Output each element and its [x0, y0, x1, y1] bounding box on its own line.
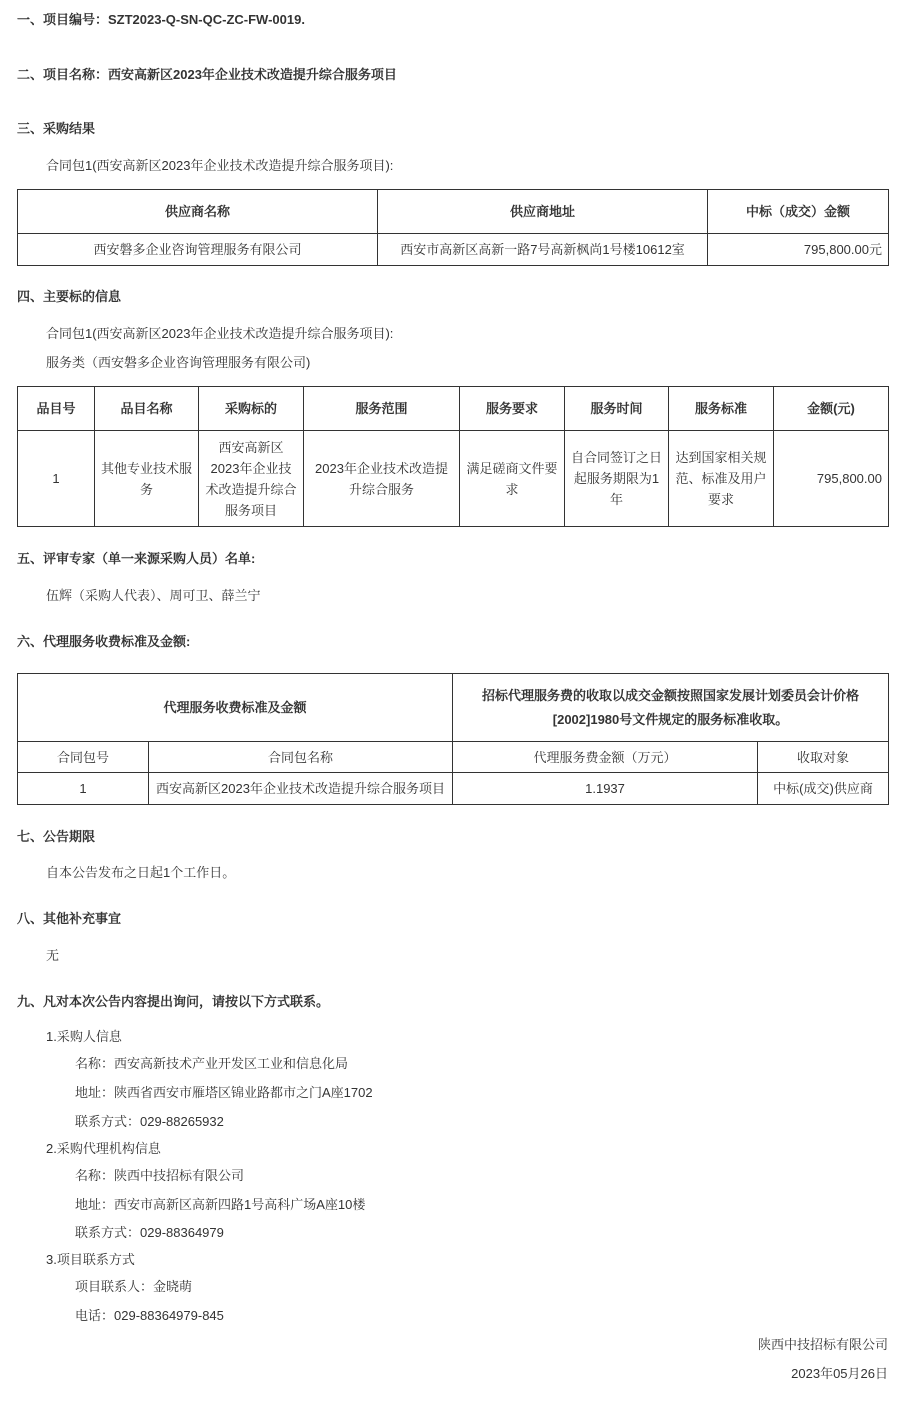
- table-row: [18, 431, 889, 527]
- agency-info-heading: 2.采购代理机构信息: [46, 1141, 161, 1156]
- agency-fee-heading: 六、代理服务收费标准及金额:: [17, 634, 191, 649]
- footer-company: 陕西中技招标有限公司: [757, 1337, 888, 1352]
- purchaser-address: 地址：陕西省西安市雁塔区锦业路都市之门A座1702: [75, 1085, 373, 1100]
- main-subject-heading: 四、主要标的信息: [17, 289, 122, 304]
- header-award-amount: 中标（成交）金额: [708, 190, 889, 234]
- fee-table-header: [18, 742, 889, 773]
- header-service-standard: 服务标准: [669, 387, 774, 431]
- fee-standard-label: 代理服务收费标准及金额: [18, 674, 453, 742]
- fee-standard-row: [18, 674, 889, 742]
- service-scope: 2023年企业技术改造提升综合服务: [304, 431, 460, 527]
- header-package-name: 合同包名称: [149, 742, 453, 773]
- header-service-requirement: 服务要求: [460, 387, 565, 431]
- purchaser-contact: 联系方式：029-88265932: [75, 1114, 224, 1129]
- subject-table: [17, 386, 889, 527]
- project-contact-person: 项目联系人：金晓萌: [75, 1279, 193, 1294]
- agency-name: 名称：陕西中技招标有限公司: [75, 1168, 245, 1183]
- agency-contact: 联系方式：029-88364979: [75, 1225, 224, 1240]
- purchaser-info-heading: 1.采购人信息: [46, 1029, 122, 1044]
- fee-table: [17, 673, 889, 805]
- item-number: 1: [18, 431, 95, 527]
- project-contact-heading: 3.项目联系方式: [46, 1252, 135, 1267]
- item-name: 其他专业技术服务: [95, 431, 199, 527]
- package-name: 西安高新区2023年企业技术改造提升综合服务项目: [149, 773, 453, 805]
- experts-list: 伍辉（采购人代表）、周可卫、薛兰宁: [46, 588, 261, 603]
- subject-package-label: 合同包1(西安高新区2023年企业技术改造提升综合服务项目):: [46, 326, 394, 341]
- header-item-name: 品目名称: [95, 387, 199, 431]
- header-amount: 金额(元): [774, 387, 889, 431]
- subject-category-label: 服务类（西安磐多企业咨询管理服务有限公司): [46, 355, 311, 370]
- table-row: [18, 234, 889, 266]
- header-service-time: 服务时间: [565, 387, 669, 431]
- header-procurement-subject: 采购标的: [199, 387, 304, 431]
- result-table-header: [18, 190, 889, 234]
- header-fee-payer: 收取对象: [758, 742, 889, 773]
- supplier-address: 西安市高新区高新一路7号高新枫尚1号楼10612室: [378, 234, 708, 266]
- item-amount: 795,800.00: [774, 431, 889, 527]
- header-service-scope: 服务范围: [304, 387, 460, 431]
- header-fee-amount: 代理服务费金额（万元）: [453, 742, 758, 773]
- project-number-heading: 一、项目编号：SZT2023-Q-SN-QC-ZC-FW-0019.: [17, 12, 305, 27]
- subject-table-header: [18, 387, 889, 431]
- other-matters-heading: 八、其他补充事宜: [17, 911, 122, 926]
- other-matters-text: 无: [46, 948, 60, 963]
- announcement-period-heading: 七、公告期限: [17, 829, 96, 844]
- project-contact-phone: 电话：029-88364979-845: [75, 1308, 224, 1323]
- fee-standard-text: 招标代理服务费的收取以成交金额按照国家发展计划委员会计价格[2002]1980号文件规定的服务标准收取。: [453, 674, 889, 742]
- service-time: 自合同签订之日起服务期限为1年: [565, 431, 669, 527]
- service-requirement: 满足磋商文件要求: [460, 431, 565, 527]
- header-package-number: 合同包号: [18, 742, 149, 773]
- fee-payer: 中标(成交)供应商: [758, 773, 889, 805]
- experts-heading: 五、评审专家（单一来源采购人员）名单:: [17, 551, 256, 566]
- purchaser-name: 名称：西安高新技术产业开发区工业和信息化局: [75, 1056, 349, 1071]
- table-row: [18, 773, 889, 805]
- announcement-period-text: 自本公告发布之日起1个工作日。: [46, 865, 236, 880]
- procurement-result-heading: 三、采购结果: [17, 121, 96, 136]
- project-name-heading: 二、项目名称：西安高新区2023年企业技术改造提升综合服务项目: [17, 67, 397, 82]
- header-supplier-address: 供应商地址: [378, 190, 708, 234]
- procurement-subject: 西安高新区2023年企业技术改造提升综合服务项目: [199, 431, 304, 527]
- footer-date: 2023年05月26日: [791, 1366, 888, 1381]
- supplier-name: 西安磐多企业咨询管理服务有限公司: [18, 234, 378, 266]
- result-package-label: 合同包1(西安高新区2023年企业技术改造提升综合服务项目):: [46, 158, 394, 173]
- agency-address: 地址：西安市高新区高新四路1号高科广场A座10楼: [75, 1197, 366, 1212]
- service-standard: 达到国家相关规范、标准及用户要求: [669, 431, 774, 527]
- header-supplier-name: 供应商名称: [18, 190, 378, 234]
- header-item-number: 品目号: [18, 387, 95, 431]
- contact-heading: 九、凡对本次公告内容提出询问，请按以下方式联系。: [17, 994, 330, 1009]
- result-table: [17, 189, 889, 266]
- package-number: 1: [18, 773, 149, 805]
- fee-amount: 1.1937: [453, 773, 758, 805]
- award-amount: 795,800.00元: [708, 234, 889, 266]
